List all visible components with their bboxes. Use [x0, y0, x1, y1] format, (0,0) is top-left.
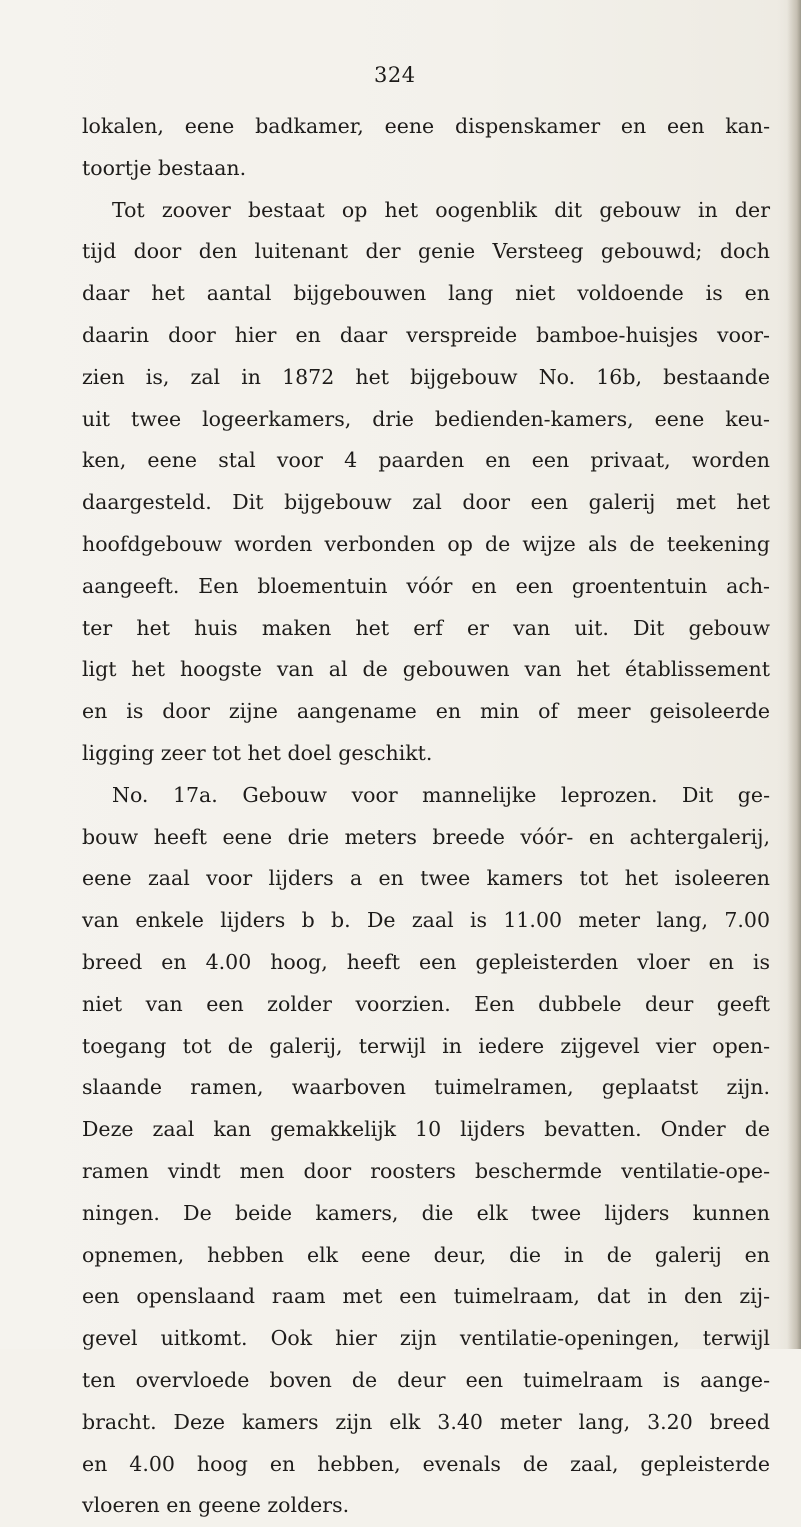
text-line: zien is, zal in 1872 het bijgebouw No. 16b, bestaande [82, 364, 770, 389]
text-line: bracht. Deze kamers zijn elk 3.40 meter lang, 3.20 breed [82, 1409, 770, 1434]
text-line: ten overvloede boven de deur een tuimelraam is aange- [82, 1367, 770, 1392]
text-line: eene zaal voor lijders a en twee kamers tot het isoleeren [82, 866, 770, 891]
text-line: een openslaand raam met een tuimelraam, dat in den zij- [82, 1284, 770, 1309]
text-line: hoofdgebouw worden verbonden op de wijze als de teekening [82, 531, 770, 556]
text-line: ter het huis maken het erf er van uit. Dit gebouw [82, 615, 770, 640]
text-line: lokalen, eene badkamer, eene dispenskamer en een kan- [82, 114, 770, 138]
text-line: gevel uitkomt. Ook hier zijn ventilatie-openingen, terwijl [82, 1326, 770, 1351]
text-line: daargesteld. Dit bijgebouw zal door een galerij met het [82, 490, 770, 515]
text-line: tijd door den luitenant der genie Versteeg gebouwd; doch [82, 239, 770, 264]
text-line: ligging zeer tot het doel geschikt. [82, 740, 433, 765]
text-line: Tot zoover bestaat op het oogenblik dit gebouw in der [112, 197, 770, 222]
text-line: van enkele lijders b b. De zaal is 11.00 meter lang, 7.00 [82, 908, 770, 933]
text-line: daarin door hier en daar verspreide bamboe-huisjes voor- [82, 322, 770, 347]
text-line: ligt het hoogste van al de gebouwen van het établissement [82, 657, 770, 682]
text-line: ken, eene stal voor 4 paarden en een privaat, worden [82, 448, 770, 473]
text-line: aangeeft. Een bloementuin vóór en een groententuin ach- [82, 573, 770, 598]
text-line: ramen vindt men door roosters beschermde ventilatie-ope- [82, 1158, 770, 1183]
text-line: slaande ramen, waarboven tuimelramen, geplaatst zijn. [82, 1075, 770, 1100]
text-line: en 4.00 hoog en hebben, evenals de zaal, gepleisterde [82, 1451, 770, 1476]
text-line: No. 17a. Gebouw voor mannelijke leprozen. Dit ge- [112, 782, 770, 807]
text-line: breed en 4.00 hoog, heeft een gepleisterden vloer en is [82, 949, 770, 974]
text-line: ningen. De beide kamers, die elk twee lijders kunnen [82, 1200, 770, 1225]
text-line: Deze zaal kan gemakkelijk 10 lijders bevatten. Onder de [82, 1117, 770, 1142]
page-number: 324 [374, 63, 416, 87]
text-line: niet van een zolder voorzien. Een dubbele deur geeft [82, 991, 770, 1016]
page-binding-shadow [787, 0, 801, 1349]
text-line: daar het aantal bijgebouwen lang niet voldoende is en [82, 281, 770, 306]
body-text [82, 106, 770, 1527]
text-line: toegang tot de galerij, terwijl in iedere zijgevel vier open- [82, 1033, 770, 1058]
text-line: uit twee logeerkamers, drie bedienden-kamers, eene keu- [82, 406, 770, 431]
text-line: en is door zijne aangename en min of meer geisoleerde [82, 699, 770, 724]
text-line: opnemen, hebben elk eene deur, die in de galerij en [82, 1242, 770, 1267]
text-line: vloeren en geene zolders. [82, 1493, 350, 1518]
text-line: bouw heeft eene drie meters breede vóór- en achtergalerij, [82, 824, 770, 849]
text-line: toortje bestaan. [82, 155, 247, 180]
